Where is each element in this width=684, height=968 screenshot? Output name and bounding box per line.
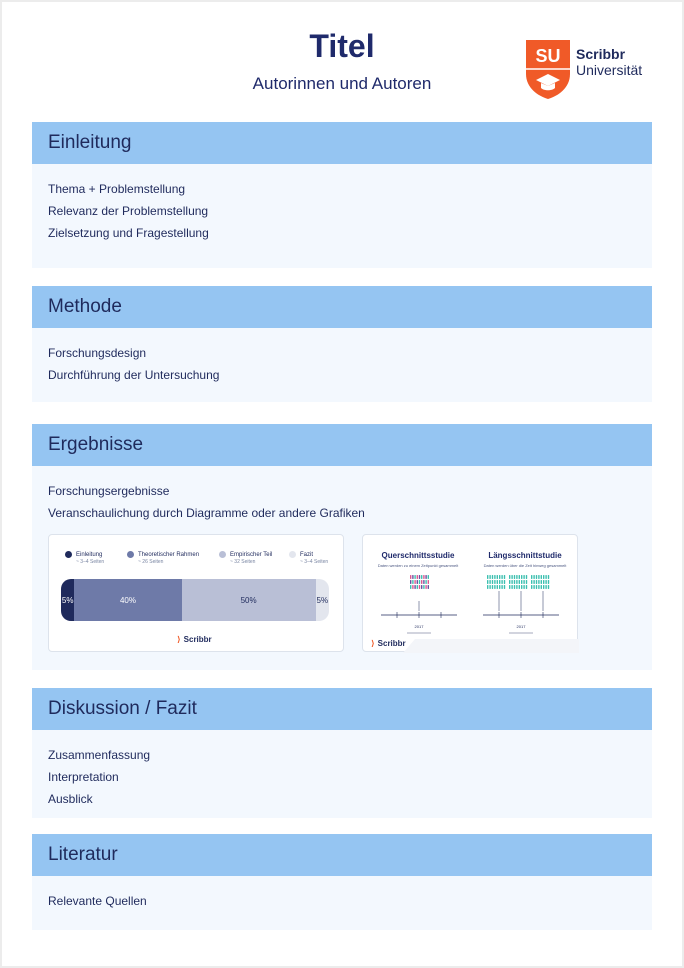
logo-line2: Universität: [576, 62, 643, 78]
person-icon: [504, 585, 505, 589]
shield-logo-icon: [524, 38, 572, 100]
section-heading: Literatur: [32, 834, 652, 876]
person-icon: [511, 580, 512, 584]
poster-title: Titel: [309, 28, 375, 64]
person-icon: [417, 580, 418, 584]
list-item: Forschungsdesign: [48, 346, 147, 360]
bar-data-label: 5%: [61, 595, 74, 605]
scribbr-brand: ⟩ Scribbr: [177, 635, 212, 644]
section-methode: [32, 286, 652, 402]
person-icon: [536, 580, 537, 584]
person-icon: [423, 575, 424, 579]
person-icon: [414, 585, 415, 589]
list-item: Relevanz der Problemstellung: [48, 204, 209, 218]
person-icon: [499, 580, 500, 584]
section-heading: Methode: [32, 286, 652, 328]
right-study-subtitle: Daten werden über die Zeit hinweg gesammelt: [483, 563, 567, 568]
legend-dot-icon: [289, 551, 296, 558]
person-icon: [531, 575, 532, 579]
person-icon: [487, 580, 488, 584]
list-item: Thema + Problemstellung: [48, 182, 186, 196]
person-icon: [531, 585, 532, 589]
person-icon: [497, 585, 498, 589]
list-item: Forschungsergebnisse: [48, 484, 170, 498]
person-icon: [523, 575, 524, 579]
bar-segment: [74, 579, 181, 621]
person-icon: [548, 580, 549, 584]
list-item: Zielsetzung und Fragestellung: [48, 226, 209, 240]
person-icon: [423, 585, 424, 589]
person-icon: [492, 575, 493, 579]
section-heading: Diskussion / Fazit: [32, 688, 652, 730]
list-item: Zusammenfassung: [48, 748, 151, 762]
person-icon: [417, 575, 418, 579]
person-icon: [489, 585, 490, 589]
person-icon: [410, 580, 411, 584]
poster-authors: Autorinnen und Autoren: [252, 74, 432, 93]
person-icon: [519, 575, 520, 579]
person-icon: [516, 585, 517, 589]
person-icon: [497, 575, 498, 579]
bar-segment: [61, 579, 74, 621]
person-icon: [489, 575, 490, 579]
axis-label-left: 2017: [414, 624, 424, 629]
person-icon: [414, 580, 415, 584]
person-icon: [548, 575, 549, 579]
person-icon: [509, 585, 510, 589]
scribbr-mark-icon: ⟩: [371, 639, 375, 648]
person-icon: [521, 585, 522, 589]
section-einleitung: [32, 122, 652, 268]
person-icon: [412, 575, 413, 579]
person-icon: [492, 585, 493, 589]
person-icon: [414, 575, 415, 579]
bar-data-label: 5%: [316, 595, 329, 605]
person-icon: [521, 580, 522, 584]
right-study-title: Längsschnittstudie: [488, 551, 562, 560]
person-icon: [536, 575, 537, 579]
bar-segment: [182, 579, 316, 621]
person-icon: [511, 575, 512, 579]
legend-item: Fazit ~ 3–4 Seiten: [289, 551, 328, 565]
study-diagram: [363, 535, 579, 653]
person-icon: [504, 575, 505, 579]
person-icon: [538, 580, 539, 584]
person-icon: [487, 575, 488, 579]
person-icon: [419, 585, 420, 589]
person-icon: [494, 585, 495, 589]
section-diskussion: [32, 688, 652, 818]
person-icon: [526, 580, 527, 584]
person-icon: [412, 580, 413, 584]
person-icon: [545, 585, 546, 589]
person-icon: [419, 575, 420, 579]
section-ergebnisse: [32, 424, 652, 670]
person-icon: [514, 585, 515, 589]
person-icon: [541, 585, 542, 589]
person-icon: [526, 585, 527, 589]
person-icon: [417, 585, 418, 589]
person-icon: [499, 575, 500, 579]
person-icon: [487, 585, 488, 589]
person-icon: [519, 580, 520, 584]
person-icon: [501, 580, 502, 584]
section-heading: Ergebnisse: [32, 424, 652, 466]
left-study-subtitle: Daten werden zu einem Zeitpunkt gesammelt: [377, 563, 459, 568]
person-icon: [501, 585, 502, 589]
person-icon: [509, 580, 510, 584]
person-icon: [421, 585, 422, 589]
person-icon: [543, 585, 544, 589]
logo-letters: SU: [535, 46, 561, 66]
thesis-structure-figure: [48, 534, 344, 652]
legend-dot-icon: [65, 551, 72, 558]
scribbr-brand: ⟩ Scribbr: [371, 639, 406, 648]
person-icon: [545, 580, 546, 584]
axis-label-right: 2017: [516, 624, 526, 629]
person-icon: [548, 585, 549, 589]
person-icon: [545, 575, 546, 579]
person-icon: [489, 580, 490, 584]
person-icon: [541, 575, 542, 579]
person-icon: [514, 575, 515, 579]
person-icon: [533, 580, 534, 584]
legend-item: Theoretischer Rahmen ~ 26 Seiten: [127, 551, 199, 565]
person-icon: [410, 575, 411, 579]
stacked-bar: [61, 579, 329, 621]
person-icon: [514, 580, 515, 584]
person-icon: [538, 585, 539, 589]
person-icon: [494, 580, 495, 584]
list-item: Veranschaulichung durch Diagramme oder andere Grafiken: [48, 506, 365, 520]
person-icon: [421, 575, 422, 579]
list-item: Relevante Quellen: [48, 894, 147, 908]
person-icon: [509, 575, 510, 579]
legend-dot-icon: [127, 551, 134, 558]
person-icon: [428, 585, 429, 589]
university-logo: [524, 38, 674, 102]
person-icon: [419, 580, 420, 584]
person-icon: [425, 580, 426, 584]
person-icon: [516, 580, 517, 584]
person-icon: [526, 575, 527, 579]
person-icon: [531, 580, 532, 584]
bar-data-label: 50%: [240, 595, 257, 605]
person-icon: [501, 575, 502, 579]
list-item: Ausblick: [48, 792, 93, 806]
person-icon: [543, 580, 544, 584]
scribbr-mark-icon: ⟩: [177, 635, 181, 644]
person-icon: [521, 575, 522, 579]
person-icon: [497, 580, 498, 584]
legend-item: Empirischer Teil ~ 32 Seiten: [219, 551, 272, 565]
study-types-figure: [362, 534, 578, 652]
person-icon: [533, 575, 534, 579]
person-icon: [523, 580, 524, 584]
person-icon: [519, 585, 520, 589]
list-item: Interpretation: [48, 770, 119, 784]
person-icon: [543, 575, 544, 579]
person-icon: [494, 575, 495, 579]
person-icon: [536, 585, 537, 589]
logo-line1: Scribbr: [576, 46, 626, 62]
left-study-title: Querschnittsstudie: [381, 551, 455, 560]
person-icon: [511, 585, 512, 589]
person-icon: [533, 585, 534, 589]
person-icon: [541, 580, 542, 584]
person-icon: [425, 585, 426, 589]
person-icon: [523, 585, 524, 589]
person-icon: [428, 580, 429, 584]
poster-page: [2, 2, 682, 966]
bar-data-label: 40%: [119, 595, 136, 605]
legend-dot-icon: [219, 551, 226, 558]
person-icon: [425, 575, 426, 579]
legend-item: Einleitung ~ 3–4 Seiten: [65, 551, 104, 565]
bar-segment: [316, 579, 329, 621]
person-icon: [412, 585, 413, 589]
person-icon: [428, 575, 429, 579]
person-icon: [516, 575, 517, 579]
poster-header: [2, 2, 682, 112]
person-icon: [504, 580, 505, 584]
section-literatur: [32, 834, 652, 930]
list-item: Durchführung der Untersuchung: [48, 368, 220, 382]
person-icon: [423, 580, 424, 584]
person-icon: [499, 585, 500, 589]
section-heading: Einleitung: [32, 122, 652, 164]
person-icon: [421, 580, 422, 584]
person-icon: [538, 575, 539, 579]
person-icon: [410, 585, 411, 589]
person-icon: [492, 580, 493, 584]
